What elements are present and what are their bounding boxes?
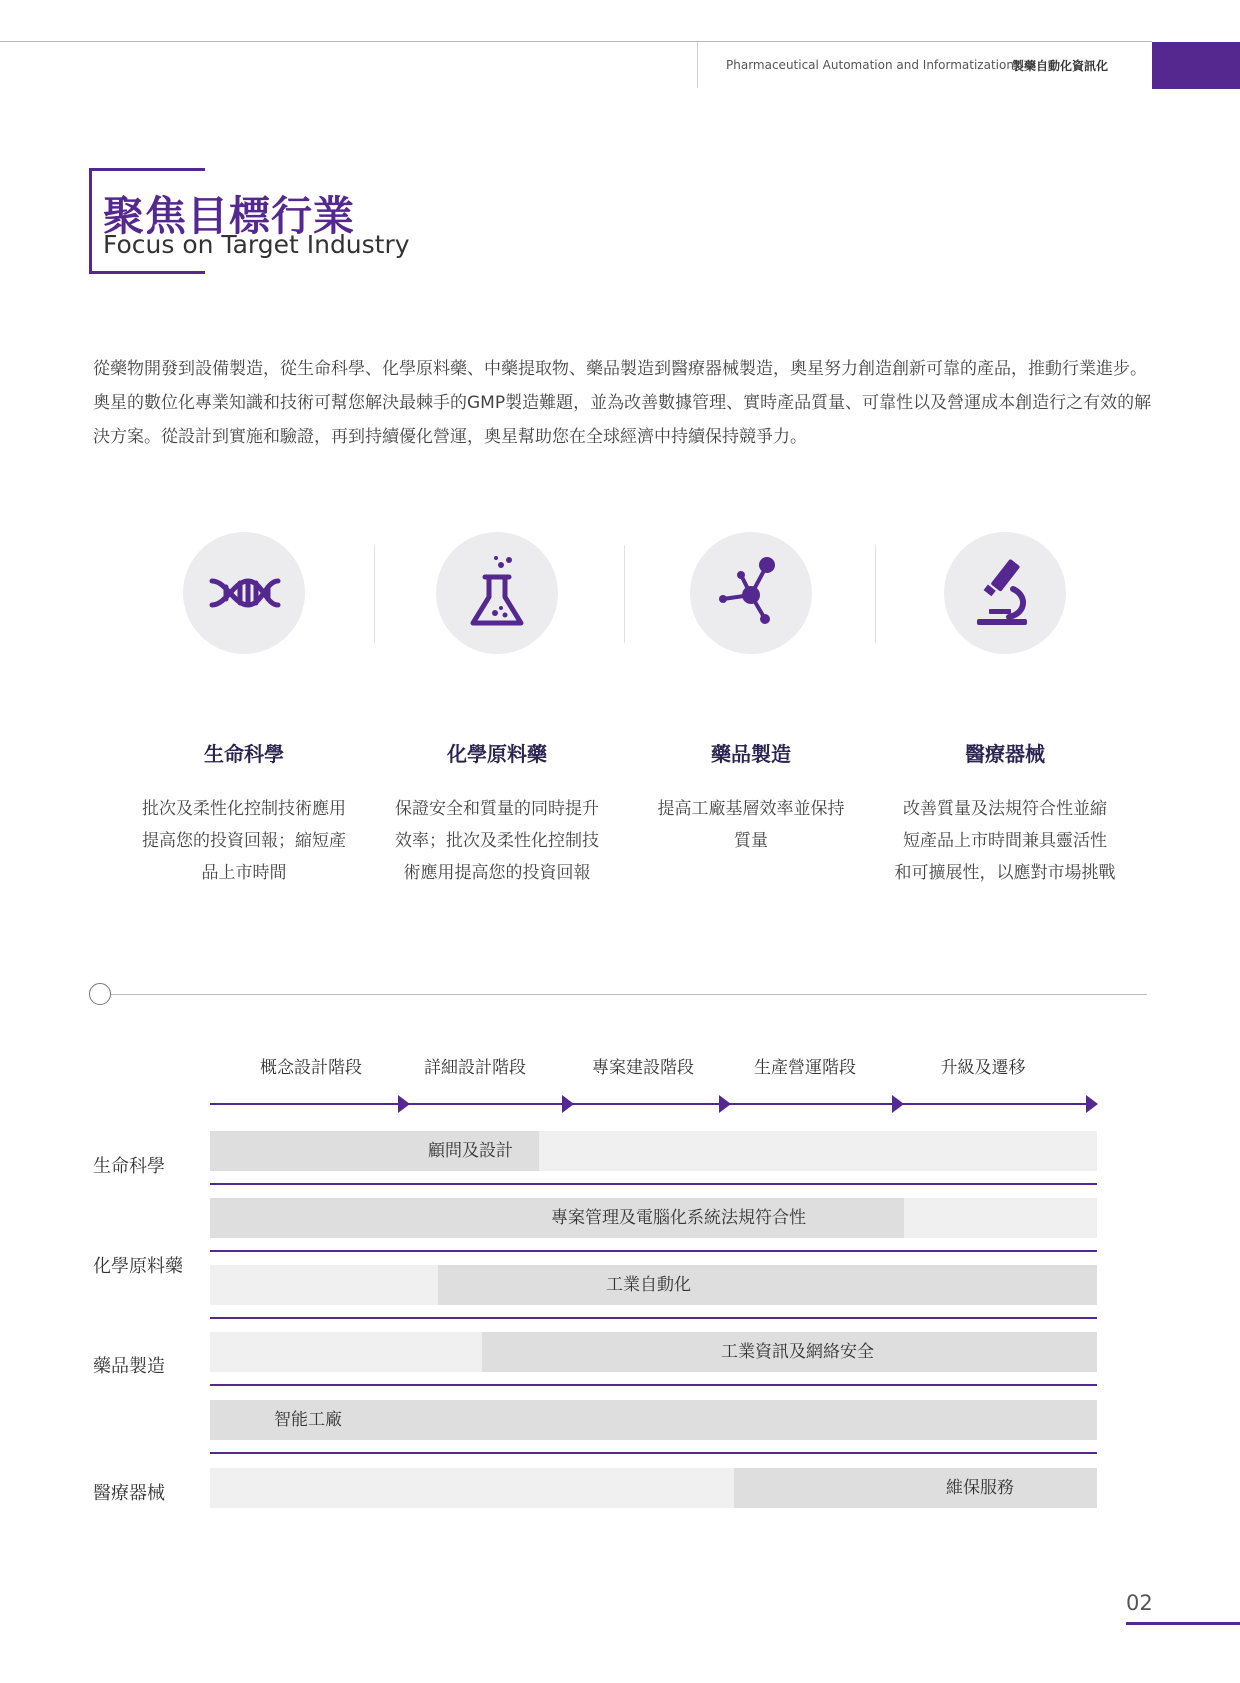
page-number-underline — [1126, 1622, 1240, 1625]
industry-description — [124, 793, 364, 889]
header-accent-block — [1152, 42, 1240, 89]
desc-line: 提高您的投資回報；縮短產 — [142, 831, 346, 851]
flask-icon-circle — [436, 532, 558, 654]
bar-label: 工業自動化 — [606, 1275, 691, 1295]
industry-description — [631, 793, 871, 857]
desc-line: 短產品上市時間兼具靈活性 — [903, 831, 1107, 851]
bar-label: 工業資訊及網絡安全 — [721, 1342, 874, 1362]
icon-divider — [624, 545, 625, 643]
intro-paragraph: 從藥物開發到設備製造，從生命科學、化學原料藥、中藥提取物、藥品製造到醫療器械製造，奧星努力創造創新可靠的產品，推動行業進步。奧星的數位化專業知識和技術可幫您解決最棘手的GMP製造難題，並為改善數據管理、實時產品質量、可靠性以及營運成本創造行之有效的解決方案。從設計到實施和驗證，再到持續優化營運，奧星幫助您在全球經濟中持續保持競爭力。 — [93, 359, 1152, 447]
header-separator — [697, 42, 698, 88]
molecule-icon — [711, 553, 791, 633]
industry-title: 醫療器械 — [965, 742, 1045, 766]
row-label: 醫療器械 — [93, 1483, 165, 1504]
desc-line: 提高工廠基層效率並保持 — [657, 799, 845, 819]
desc-line: 效率；批次及柔性化控制技 — [395, 831, 599, 851]
arrow-head-icon — [398, 1095, 410, 1113]
timeline-start-circle — [89, 983, 111, 1005]
industry-description — [377, 793, 617, 889]
arrow-head-icon — [892, 1095, 904, 1113]
section-title-zh: 聚焦目標行業 — [103, 192, 355, 240]
phase-label: 生產營運階段 — [754, 1058, 856, 1078]
desc-line: 改善質量及法規符合性並縮 — [903, 799, 1107, 819]
desc-line: 保證安全和質量的同時提升 — [395, 799, 599, 819]
desc-line: 批次及柔性化控制技術應用 — [142, 799, 346, 819]
row-separator — [210, 1183, 1097, 1185]
row-separator — [210, 1250, 1097, 1252]
icon-divider — [875, 545, 876, 643]
row-separator — [210, 1317, 1097, 1319]
header-top-line — [0, 41, 1152, 42]
bar-label: 智能工廠 — [274, 1410, 342, 1430]
header-chinese-title: 製藥自動化資訊化 — [1012, 59, 1109, 73]
section-title-en: Focus on Target Industry — [103, 230, 410, 259]
arrow-head-icon — [1086, 1095, 1098, 1113]
icon-divider — [374, 545, 375, 643]
service-bar — [210, 1332, 1097, 1372]
service-bar — [210, 1468, 1097, 1508]
flask-icon — [457, 553, 537, 633]
molecule-icon-circle — [690, 532, 812, 654]
phase-arrow-line — [210, 1103, 1087, 1105]
dna-icon — [204, 553, 284, 633]
service-bar — [210, 1131, 1097, 1171]
row-separator — [210, 1452, 1097, 1454]
desc-line: 品上市時間 — [201, 863, 287, 883]
desc-line: 術應用提高您的投資回報 — [403, 863, 591, 883]
row-label: 生命科學 — [93, 1156, 165, 1177]
industry-title: 化學原料藥 — [447, 742, 547, 766]
microscope-icon — [965, 553, 1045, 633]
phase-label: 詳細設計階段 — [424, 1058, 526, 1078]
arrow-head-icon — [719, 1095, 731, 1113]
service-bar — [210, 1265, 1097, 1305]
industry-title: 藥品製造 — [711, 742, 791, 766]
bar-label: 專案管理及電腦化系統法規符合性 — [551, 1208, 806, 1228]
microscope-icon-circle — [944, 532, 1066, 654]
row-label: 藥品製造 — [93, 1356, 165, 1377]
bar-label: 維保服務 — [946, 1478, 1014, 1498]
arrow-head-icon — [562, 1095, 574, 1113]
industry-title: 生命科學 — [204, 742, 284, 766]
timeline-divider-line — [111, 994, 1147, 995]
row-label: 化學原料藥 — [93, 1256, 183, 1277]
header-english-title: Pharmaceutical Automation and Informatization — [726, 58, 1014, 72]
phase-label: 概念設計階段 — [260, 1058, 362, 1078]
page-number: 02 — [1126, 1591, 1153, 1615]
industry-description — [885, 793, 1125, 889]
service-bar — [210, 1198, 1097, 1238]
desc-line: 質量 — [734, 831, 768, 851]
phase-label: 專案建設階段 — [592, 1058, 694, 1078]
bar-label: 顧問及設計 — [428, 1141, 513, 1161]
phase-label: 升級及遷移 — [940, 1058, 1026, 1078]
row-separator — [210, 1384, 1097, 1386]
service-bar — [210, 1400, 1097, 1440]
dna-icon-circle — [183, 532, 305, 654]
desc-line: 和可擴展性，以應對市場挑戰 — [894, 863, 1116, 883]
